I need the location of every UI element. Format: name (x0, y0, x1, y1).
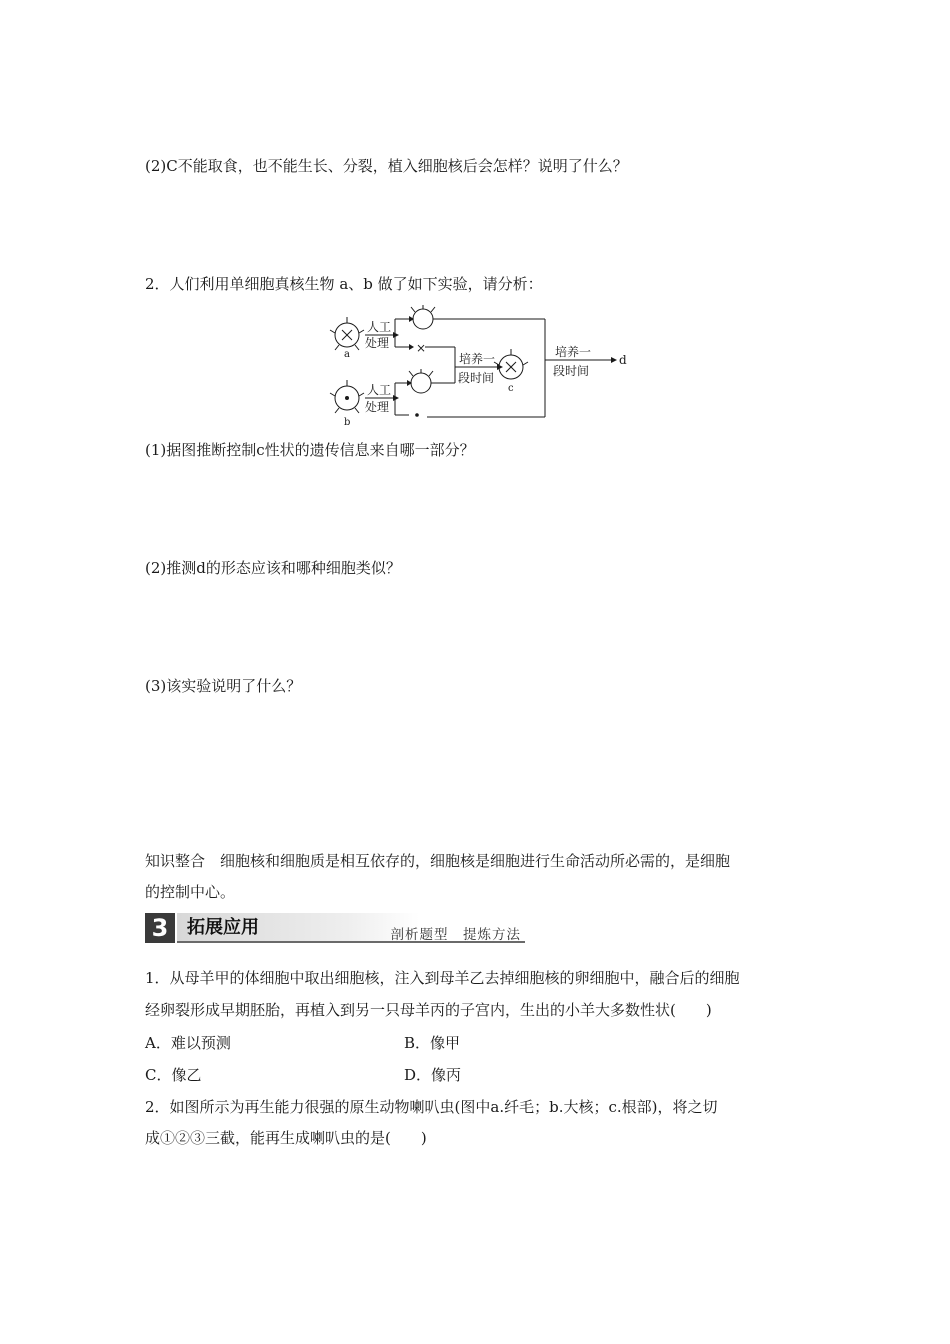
summary-line-2: 的控制中心。 (145, 883, 236, 901)
exercise-2-line-2: 成①②③三截，能再生成喇叭虫的是( ) (145, 1129, 427, 1147)
treat-label-a-bottom: 处理 (365, 336, 390, 350)
question-2-stem: 2．人们利用单细胞真核生物 a、b 做了如下实验，请分析： (145, 275, 543, 293)
culture-label-1-bottom: 段时间 (458, 371, 495, 385)
option-d: D．像丙 (404, 1066, 462, 1084)
question-2-part-3: (3)该实验说明了什么？ (145, 677, 302, 695)
question-2-part-1: (1)据图推断控制c性状的遗传信息来自哪一部分？ (145, 441, 475, 459)
section-subtitle: 剖析题型 提炼方法 (390, 927, 521, 943)
anucleate-cell-b (411, 373, 431, 393)
label-b: b (344, 417, 351, 428)
section-title: 拓展应用 (177, 913, 419, 943)
isolated-nucleus-a-cross: × (416, 341, 427, 355)
option-c: C．像乙 (145, 1066, 202, 1084)
exercise-1-line-2: 经卵裂形成早期胚胎，再植入到另一只母羊丙的子宫内，生出的小羊大多数性状( ) (145, 1001, 712, 1019)
section-banner (145, 913, 525, 943)
treat-label-a-top: 人工 (367, 320, 392, 334)
culture-label-1-top: 培养一 (459, 352, 496, 366)
summary-line-1: 知识整合 细胞核和细胞质是相互依存的，细胞核是细胞进行生命活动所必需的，是细胞 (145, 852, 731, 870)
culture-label-2-top: 培养一 (555, 345, 592, 359)
anucleate-cell-a (413, 309, 433, 329)
option-b: B．像甲 (404, 1034, 461, 1052)
experiment-diagram (325, 305, 635, 430)
exercise-1-line-1: 1．从母羊甲的体细胞中取出细胞核，注入到母羊乙去掉细胞核的卵细胞中，融合后的细胞 (145, 969, 740, 987)
option-a: A．难以预测 (145, 1034, 231, 1052)
question-1-part-2: (2)C不能取食，也不能生长、分裂，植入细胞核后会怎样？说明了什么？ (145, 157, 628, 175)
question-2-part-2: (2)推测d的形态应该和哪种细胞类似？ (145, 559, 401, 577)
treat-label-b-bottom: 处理 (365, 400, 390, 414)
isolated-nucleus-b (415, 413, 419, 417)
label-d: d (619, 353, 627, 367)
label-c: c (508, 383, 514, 394)
nucleus-b (345, 396, 349, 400)
exercise-2-line-1: 2．如图所示为再生能力很强的原生动物喇叭虫(图中a.纤毛；b.大核；c.根部)，将之切 (145, 1098, 718, 1116)
section-number: 3 (145, 913, 175, 943)
culture-label-2-bottom: 段时间 (553, 364, 590, 378)
label-a: a (344, 349, 350, 360)
treat-label-b-top: 人工 (367, 383, 392, 397)
